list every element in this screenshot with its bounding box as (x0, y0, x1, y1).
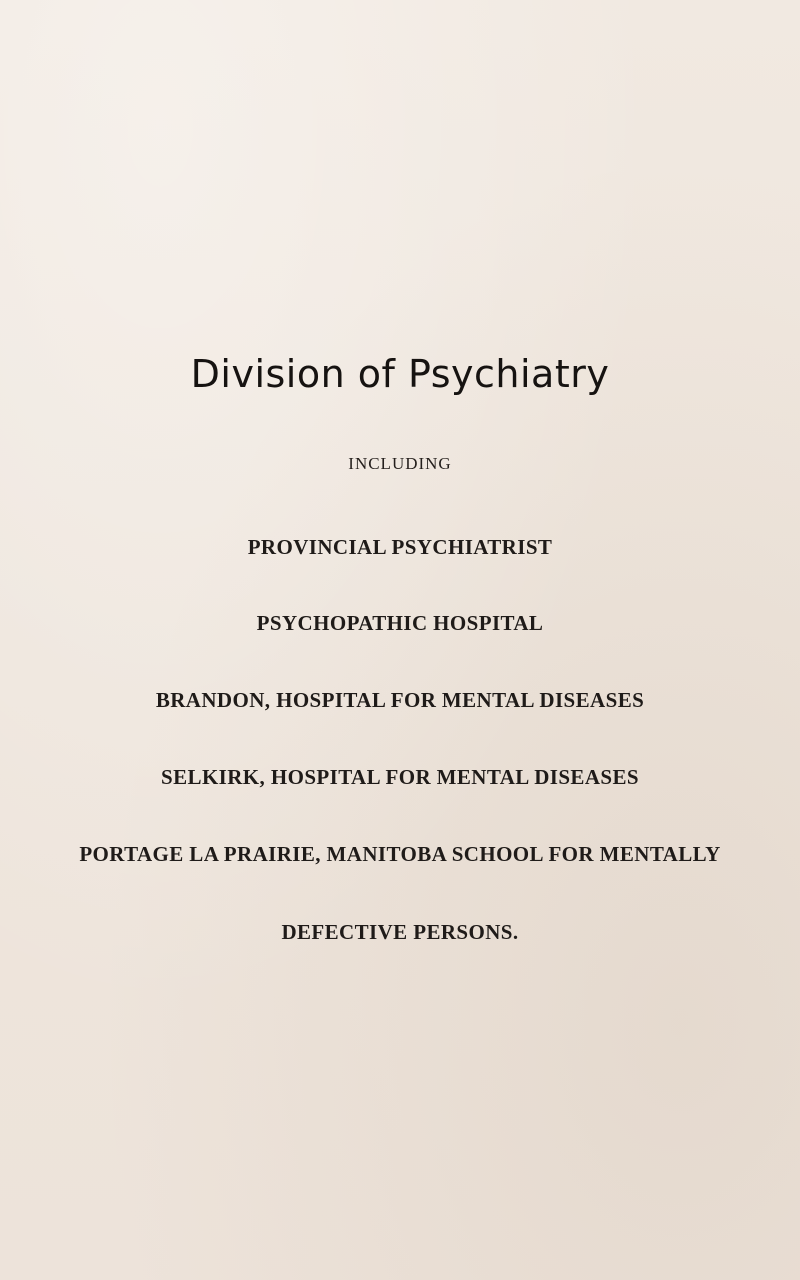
page-title: Division of Psychiatry (190, 352, 610, 396)
entry-brandon-hospital: BRANDON, HOSPITAL FOR MENTAL DISEASES (155, 688, 645, 712)
entry-portage-school-line-2: DEFECTIVE PERSONS. (281, 920, 519, 944)
entry-psychopathic-hospital: PSYCHOPATHIC HOSPITAL (256, 611, 544, 635)
entry-provincial-psychiatrist: PROVINCIAL PSYCHIATRIST (247, 535, 553, 559)
including-label: INCLUDING (348, 454, 452, 473)
entry-portage-school-line-1: PORTAGE LA PRAIRIE, MANITOBA SCHOOL FOR MENTALLY (79, 842, 721, 866)
entry-selkirk-hospital: SELKIRK, HOSPITAL FOR MENTAL DISEASES (161, 765, 639, 789)
